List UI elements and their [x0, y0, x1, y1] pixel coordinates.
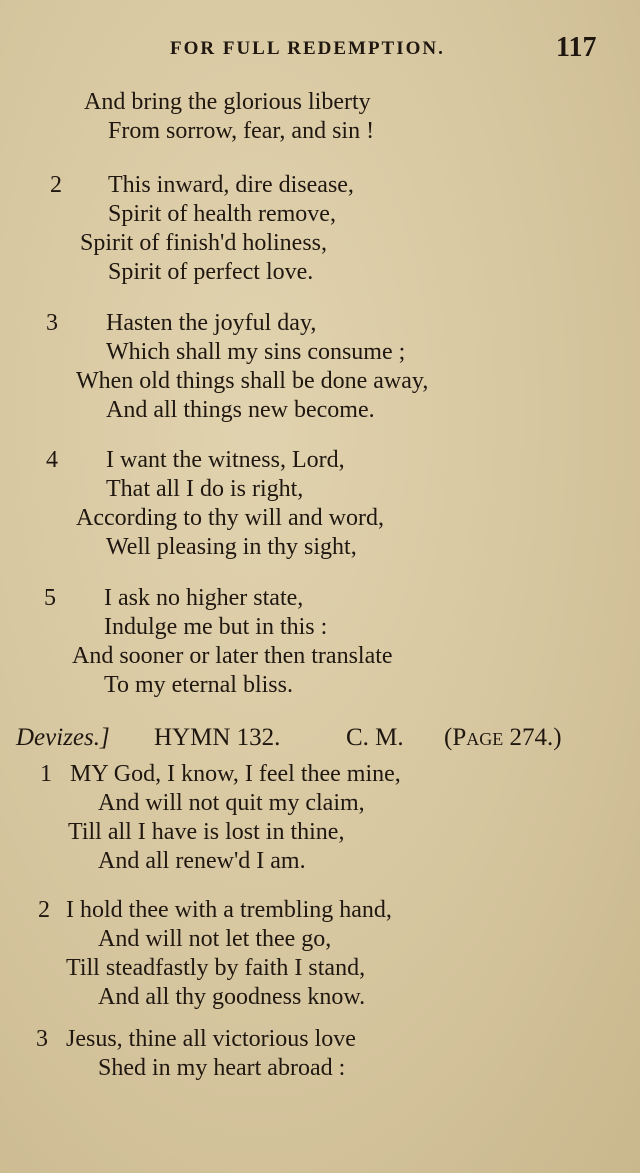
- verse-line: And bring the glorious liberty: [84, 89, 371, 115]
- verse-line: To my eternal bliss.: [104, 672, 293, 698]
- verse-line: And will not quit my claim,: [98, 790, 365, 816]
- hymn-heading: [16, 722, 626, 754]
- verse-line: And all thy goodness know.: [98, 984, 366, 1010]
- stanza-number: 1: [40, 761, 52, 787]
- stanza-number: 5: [44, 585, 56, 611]
- verse-line: When old things shall be done away,: [76, 368, 429, 394]
- verse-line: Shed in my heart abroad :: [98, 1055, 346, 1081]
- hymn-number: HYMN 132.: [154, 724, 281, 751]
- verse-line: Till steadfastly by faith I stand,: [66, 955, 366, 981]
- verse-line: Spirit of health remove,: [108, 201, 336, 227]
- stanza-number: 3: [36, 1026, 48, 1052]
- verse-line: Which shall my sins consume ;: [106, 339, 406, 365]
- verse-line: I hold thee with a trembling hand,: [66, 897, 392, 923]
- verse-line: This inward, dire disease,: [108, 172, 354, 198]
- verse-line: According to thy will and word,: [76, 505, 384, 531]
- verse-line: MY God, I know, I feel thee mine,: [70, 761, 401, 787]
- verse-line: Spirit of perfect love.: [108, 259, 314, 285]
- verse-line: Till all I have is lost in thine,: [68, 819, 345, 845]
- verse-line: Jesus, thine all victorious love: [66, 1026, 356, 1052]
- verse-line: That all I do is right,: [106, 476, 304, 502]
- verse-line: And all renew'd I am.: [98, 848, 306, 874]
- verse-line: And sooner or later then translate: [72, 643, 393, 669]
- verse-line: And all things new become.: [106, 397, 375, 423]
- stanza-number: 2: [38, 897, 50, 923]
- verse-line: Indulge me but in this :: [104, 614, 328, 640]
- hymn-meter: C. M.: [346, 724, 404, 751]
- verse-line: Hasten the joyful day,: [106, 310, 317, 336]
- verse-line: Spirit of finish'd holiness,: [80, 230, 327, 256]
- verse-line: I want the witness, Lord,: [106, 447, 345, 473]
- tune-name: Devizes.]: [16, 724, 110, 751]
- verse-line: I ask no higher state,: [104, 585, 304, 611]
- stanza-number: 2: [50, 172, 62, 198]
- page-number: 117: [556, 32, 597, 63]
- verse-line: From sorrow, fear, and sin !: [108, 118, 375, 144]
- stanza-number: 4: [46, 447, 58, 473]
- verse-line: Well pleasing in thy sight,: [106, 534, 357, 560]
- page-reference: (Page 274.): [444, 724, 562, 751]
- running-header: FOR FULL REDEMPTION.: [170, 38, 445, 59]
- verse-line: And will not let thee go,: [98, 926, 332, 952]
- stanza-number: 3: [46, 310, 58, 336]
